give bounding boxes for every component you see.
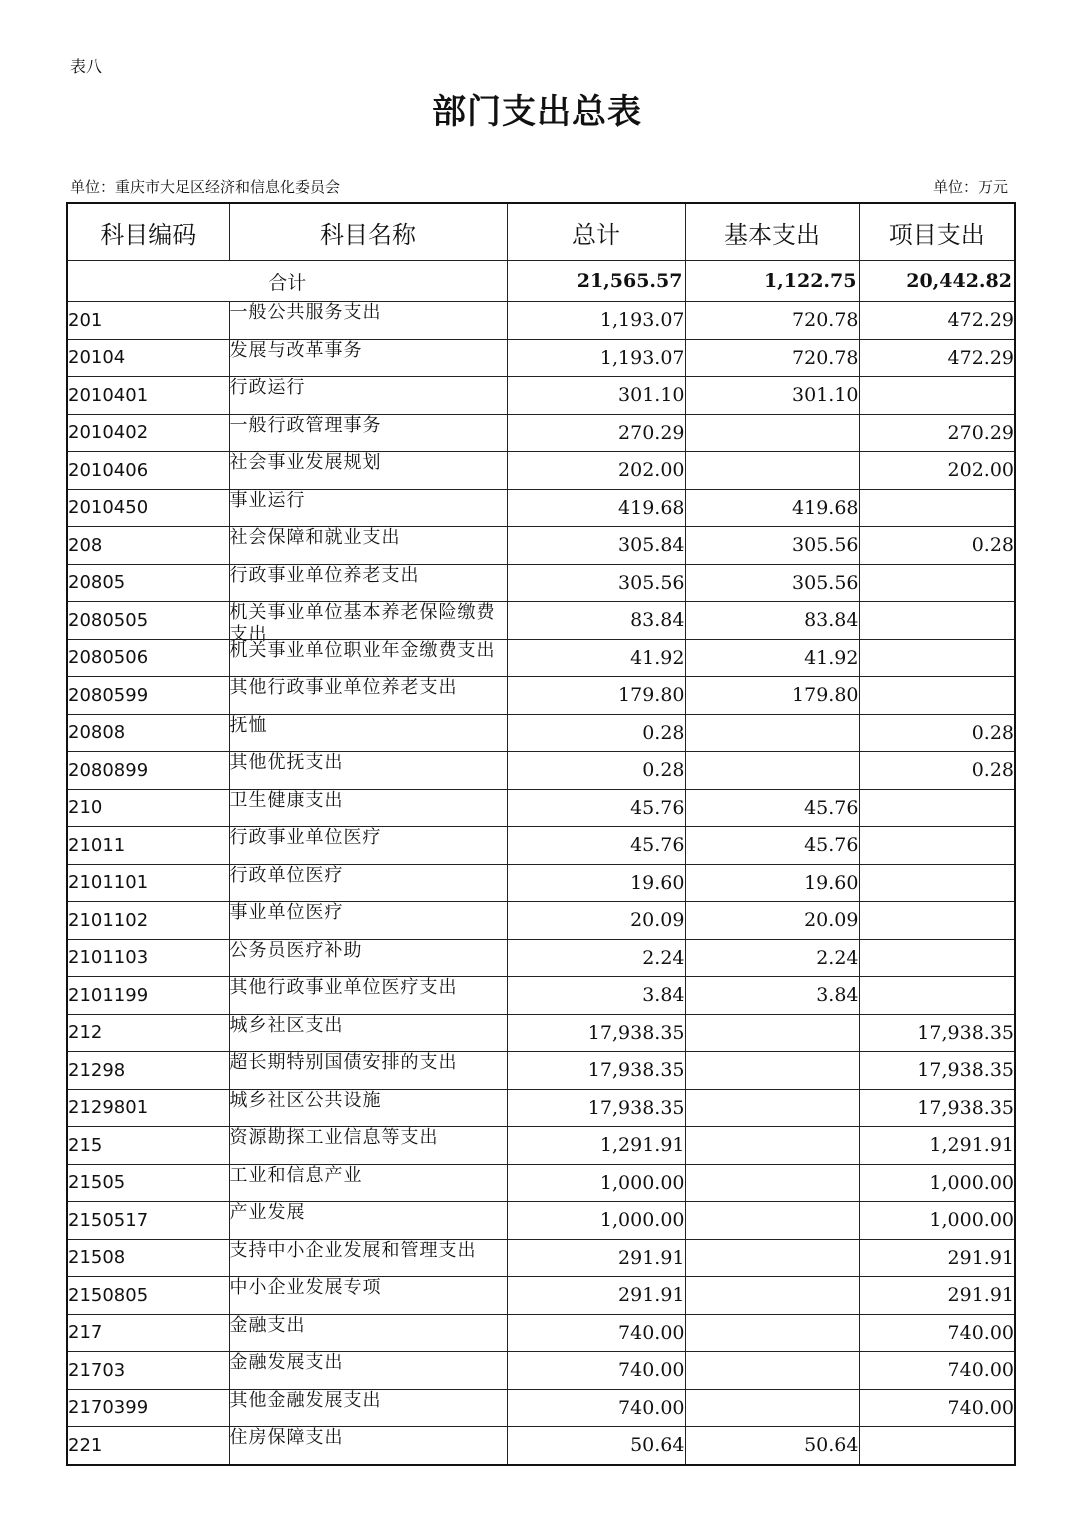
cell-project: 202.00 [859, 452, 1015, 490]
cell-project: 740.00 [859, 1314, 1015, 1352]
cell-project: 17,938.35 [859, 1089, 1015, 1127]
cell-basic [685, 714, 859, 752]
cell-total: 1,193.07 [507, 339, 685, 377]
cell-total: 1,000.00 [507, 1202, 685, 1240]
cell-name-text: 事业单位医疗 [229, 902, 344, 923]
table-number: 表八 [70, 57, 103, 76]
cell-total: 0.28 [507, 714, 685, 752]
cell-total: 419.68 [507, 489, 685, 527]
cell-project [859, 902, 1015, 940]
cell-name [229, 1164, 507, 1202]
cell-name [229, 639, 507, 677]
cell-code: 2010406 [67, 452, 229, 490]
cell-name-text: 产业发展 [229, 1202, 306, 1223]
cell-code: 217 [67, 1314, 229, 1352]
cell-name-text: 工业和信息产业 [229, 1164, 363, 1186]
cell-name [229, 1239, 507, 1277]
cell-name [229, 1314, 507, 1352]
expenditure-table [66, 202, 1016, 1466]
table-row [67, 1202, 1015, 1240]
cell-basic: 41.92 [685, 639, 859, 677]
cell-name-text: 其他行政事业单位养老支出 [229, 677, 458, 698]
cell-total: 20.09 [507, 902, 685, 940]
cell-project: 1,000.00 [859, 1202, 1015, 1240]
cell-basic [685, 1014, 859, 1052]
table-row [67, 1389, 1015, 1427]
cell-name [229, 489, 507, 527]
cell-total: 17,938.35 [507, 1014, 685, 1052]
cell-name [229, 527, 507, 565]
cell-name-text: 社会事业发展规划 [229, 452, 382, 473]
table-row [67, 1314, 1015, 1352]
cell-code: 20808 [67, 714, 229, 752]
cell-name-text: 机关事业单位基本养老保险缴费支出 [229, 602, 496, 645]
cell-total: 305.84 [507, 527, 685, 565]
table-row [67, 1089, 1015, 1127]
table-row [67, 902, 1015, 940]
cell-name-text: 事业运行 [229, 489, 306, 511]
cell-total: 740.00 [507, 1314, 685, 1352]
cell-project: 0.28 [859, 527, 1015, 565]
table-row [67, 302, 1015, 340]
cell-code: 2101103 [67, 939, 229, 977]
cell-total: 50.64 [507, 1427, 685, 1465]
cell-basic [685, 452, 859, 490]
cell-name-text: 支持中小企业发展和管理支出 [229, 1239, 477, 1261]
cell-total: 45.76 [507, 789, 685, 827]
cell-total: 1,193.07 [507, 302, 685, 340]
col-header-code: 科目编码 [67, 203, 229, 261]
cell-basic: 20.09 [685, 902, 859, 940]
cell-code: 2129801 [67, 1089, 229, 1127]
cell-name [229, 1052, 507, 1090]
cell-name [229, 414, 507, 452]
cell-code: 2080506 [67, 639, 229, 677]
cell-code: 2010450 [67, 489, 229, 527]
table-row [67, 714, 1015, 752]
page-title: 部门支出总表 [432, 92, 642, 132]
cell-basic: 19.60 [685, 864, 859, 902]
cell-name [229, 677, 507, 715]
total-basic: 1,122.75 [685, 261, 859, 302]
cell-code: 2170399 [67, 1389, 229, 1427]
table-row [67, 564, 1015, 602]
cell-total: 291.91 [507, 1239, 685, 1277]
table-row [67, 452, 1015, 490]
cell-basic: 83.84 [685, 602, 859, 640]
total-row [67, 261, 1015, 302]
cell-name-text: 行政单位医疗 [229, 864, 344, 886]
cell-basic [685, 1389, 859, 1427]
cell-name-text: 抚恤 [229, 714, 268, 736]
table-row [67, 414, 1015, 452]
cell-basic [685, 1277, 859, 1315]
cell-name-text: 其他金融发展支出 [229, 1389, 382, 1411]
cell-code: 210 [67, 789, 229, 827]
cell-name-text: 金融支出 [229, 1314, 306, 1336]
cell-project: 0.28 [859, 752, 1015, 790]
cell-code: 2150517 [67, 1202, 229, 1240]
table-row [67, 527, 1015, 565]
cell-project: 17,938.35 [859, 1014, 1015, 1052]
cell-name [229, 302, 507, 340]
col-header-total: 总计 [507, 203, 685, 261]
table-row [67, 602, 1015, 640]
cell-name-text: 行政运行 [229, 377, 306, 398]
cell-total: 17,938.35 [507, 1052, 685, 1090]
cell-basic: 305.56 [685, 527, 859, 565]
cell-project: 17,938.35 [859, 1052, 1015, 1090]
table-row [67, 1052, 1015, 1090]
unit-organization: 单位：重庆市大足区经济和信息化委员会 [70, 178, 341, 196]
cell-project [859, 639, 1015, 677]
total-label: 合计 [67, 261, 507, 302]
cell-code: 2010401 [67, 377, 229, 415]
cell-project: 740.00 [859, 1389, 1015, 1427]
cell-name [229, 1389, 507, 1427]
cell-basic: 45.76 [685, 827, 859, 865]
cell-name [229, 939, 507, 977]
cell-basic [685, 1089, 859, 1127]
cell-basic [685, 1314, 859, 1352]
cell-basic: 2.24 [685, 939, 859, 977]
cell-basic: 305.56 [685, 564, 859, 602]
cell-name [229, 452, 507, 490]
cell-basic [685, 1052, 859, 1090]
cell-project: 472.29 [859, 302, 1015, 340]
cell-name-text: 金融发展支出 [229, 1352, 344, 1373]
cell-name [229, 864, 507, 902]
cell-name [229, 789, 507, 827]
cell-name [229, 1127, 507, 1165]
cell-basic: 50.64 [685, 1427, 859, 1465]
cell-name [229, 1202, 507, 1240]
cell-total: 301.10 [507, 377, 685, 415]
cell-name-text: 卫生健康支出 [229, 789, 344, 811]
col-header-name: 科目名称 [229, 203, 507, 261]
table-row [67, 789, 1015, 827]
cell-project: 291.91 [859, 1277, 1015, 1315]
table-row [67, 639, 1015, 677]
table-row [67, 1164, 1015, 1202]
cell-project [859, 977, 1015, 1015]
cell-project [859, 1427, 1015, 1465]
unit-currency: 单位：万元 [932, 178, 1008, 196]
cell-name-text: 一般行政管理事务 [229, 414, 382, 436]
cell-basic: 720.78 [685, 339, 859, 377]
cell-name [229, 752, 507, 790]
cell-basic: 419.68 [685, 489, 859, 527]
cell-name-text: 其他行政事业单位医疗支出 [229, 977, 458, 998]
cell-name-text: 城乡社区支出 [229, 1014, 344, 1036]
table-row [67, 752, 1015, 790]
cell-name [229, 1014, 507, 1052]
cell-basic [685, 1164, 859, 1202]
cell-name [229, 977, 507, 1015]
cell-code: 2101199 [67, 977, 229, 1015]
cell-name-text: 行政事业单位医疗 [229, 827, 382, 848]
cell-total: 740.00 [507, 1352, 685, 1390]
cell-name [229, 827, 507, 865]
table-row [67, 827, 1015, 865]
cell-name-text: 其他优抚支出 [229, 752, 344, 773]
cell-name-text: 机关事业单位职业年金缴费支出 [229, 639, 496, 661]
cell-code: 201 [67, 302, 229, 340]
cell-code: 2101101 [67, 864, 229, 902]
cell-name-text: 行政事业单位养老支出 [229, 564, 420, 586]
cell-name [229, 1427, 507, 1465]
col-header-project: 项目支出 [859, 203, 1015, 261]
cell-name [229, 1352, 507, 1390]
cell-code: 2080505 [67, 602, 229, 640]
cell-code: 21011 [67, 827, 229, 865]
cell-name-text: 超长期特别国债安排的支出 [229, 1052, 458, 1073]
cell-project: 0.28 [859, 714, 1015, 752]
cell-total: 1,000.00 [507, 1164, 685, 1202]
cell-basic [685, 414, 859, 452]
cell-code: 2101102 [67, 902, 229, 940]
cell-total: 202.00 [507, 452, 685, 490]
cell-total: 0.28 [507, 752, 685, 790]
cell-code: 2150805 [67, 1277, 229, 1315]
cell-project [859, 864, 1015, 902]
cell-project [859, 677, 1015, 715]
total-sum: 21,565.57 [507, 261, 685, 302]
cell-name-text: 中小企业发展专项 [229, 1277, 382, 1298]
cell-total: 17,938.35 [507, 1089, 685, 1127]
cell-name [229, 377, 507, 415]
cell-name [229, 564, 507, 602]
table-row [67, 489, 1015, 527]
cell-code: 208 [67, 527, 229, 565]
table-row [67, 977, 1015, 1015]
cell-name [229, 1277, 507, 1315]
cell-basic: 3.84 [685, 977, 859, 1015]
cell-total: 2.24 [507, 939, 685, 977]
cell-project: 270.29 [859, 414, 1015, 452]
cell-total: 270.29 [507, 414, 685, 452]
cell-total: 1,291.91 [507, 1127, 685, 1165]
cell-project: 472.29 [859, 339, 1015, 377]
cell-total: 83.84 [507, 602, 685, 640]
cell-name-text: 公务员医疗补助 [229, 939, 363, 961]
cell-code: 21703 [67, 1352, 229, 1390]
cell-total: 45.76 [507, 827, 685, 865]
table-row [67, 1014, 1015, 1052]
cell-project [859, 377, 1015, 415]
cell-basic [685, 1352, 859, 1390]
cell-basic: 45.76 [685, 789, 859, 827]
cell-code: 2010402 [67, 414, 229, 452]
cell-total: 41.92 [507, 639, 685, 677]
table-row [67, 1277, 1015, 1315]
cell-code: 21508 [67, 1239, 229, 1277]
cell-project: 291.91 [859, 1239, 1015, 1277]
cell-project [859, 827, 1015, 865]
cell-basic [685, 1202, 859, 1240]
table-row [67, 1352, 1015, 1390]
cell-code: 212 [67, 1014, 229, 1052]
table-row [67, 939, 1015, 977]
cell-project: 1,291.91 [859, 1127, 1015, 1165]
cell-code: 20104 [67, 339, 229, 377]
col-header-basic: 基本支出 [685, 203, 859, 261]
cell-code: 21298 [67, 1052, 229, 1090]
cell-name [229, 339, 507, 377]
table-row [67, 339, 1015, 377]
table-row [67, 1427, 1015, 1465]
table-row [67, 1127, 1015, 1165]
cell-code: 20805 [67, 564, 229, 602]
cell-total: 740.00 [507, 1389, 685, 1427]
cell-code: 221 [67, 1427, 229, 1465]
total-project: 20,442.82 [859, 261, 1015, 302]
cell-name [229, 902, 507, 940]
cell-name-text: 社会保障和就业支出 [229, 527, 401, 548]
table-row [67, 1239, 1015, 1277]
cell-project [859, 789, 1015, 827]
cell-name-text: 发展与改革事务 [229, 339, 363, 361]
cell-total: 179.80 [507, 677, 685, 715]
cell-project [859, 564, 1015, 602]
cell-name-text: 城乡社区公共设施 [229, 1089, 382, 1111]
cell-name [229, 714, 507, 752]
cell-basic [685, 1239, 859, 1277]
cell-name [229, 602, 507, 645]
cell-project [859, 602, 1015, 640]
table-row [67, 377, 1015, 415]
cell-project: 1,000.00 [859, 1164, 1015, 1202]
cell-code: 21505 [67, 1164, 229, 1202]
cell-name [229, 1089, 507, 1127]
cell-total: 305.56 [507, 564, 685, 602]
table-header-row [67, 203, 1015, 261]
cell-basic: 301.10 [685, 377, 859, 415]
cell-total: 19.60 [507, 864, 685, 902]
cell-code: 215 [67, 1127, 229, 1165]
cell-project: 740.00 [859, 1352, 1015, 1390]
cell-name-text: 一般公共服务支出 [229, 302, 382, 323]
cell-name-text: 住房保障支出 [229, 1427, 344, 1448]
cell-total: 291.91 [507, 1277, 685, 1315]
cell-basic: 179.80 [685, 677, 859, 715]
cell-basic [685, 1127, 859, 1165]
cell-name-text: 资源勘探工业信息等支出 [229, 1127, 439, 1148]
cell-code: 2080899 [67, 752, 229, 790]
table-row [67, 677, 1015, 715]
cell-basic [685, 752, 859, 790]
cell-code: 2080599 [67, 677, 229, 715]
cell-basic: 720.78 [685, 302, 859, 340]
cell-project [859, 489, 1015, 527]
table-row [67, 864, 1015, 902]
cell-total: 3.84 [507, 977, 685, 1015]
cell-project [859, 939, 1015, 977]
